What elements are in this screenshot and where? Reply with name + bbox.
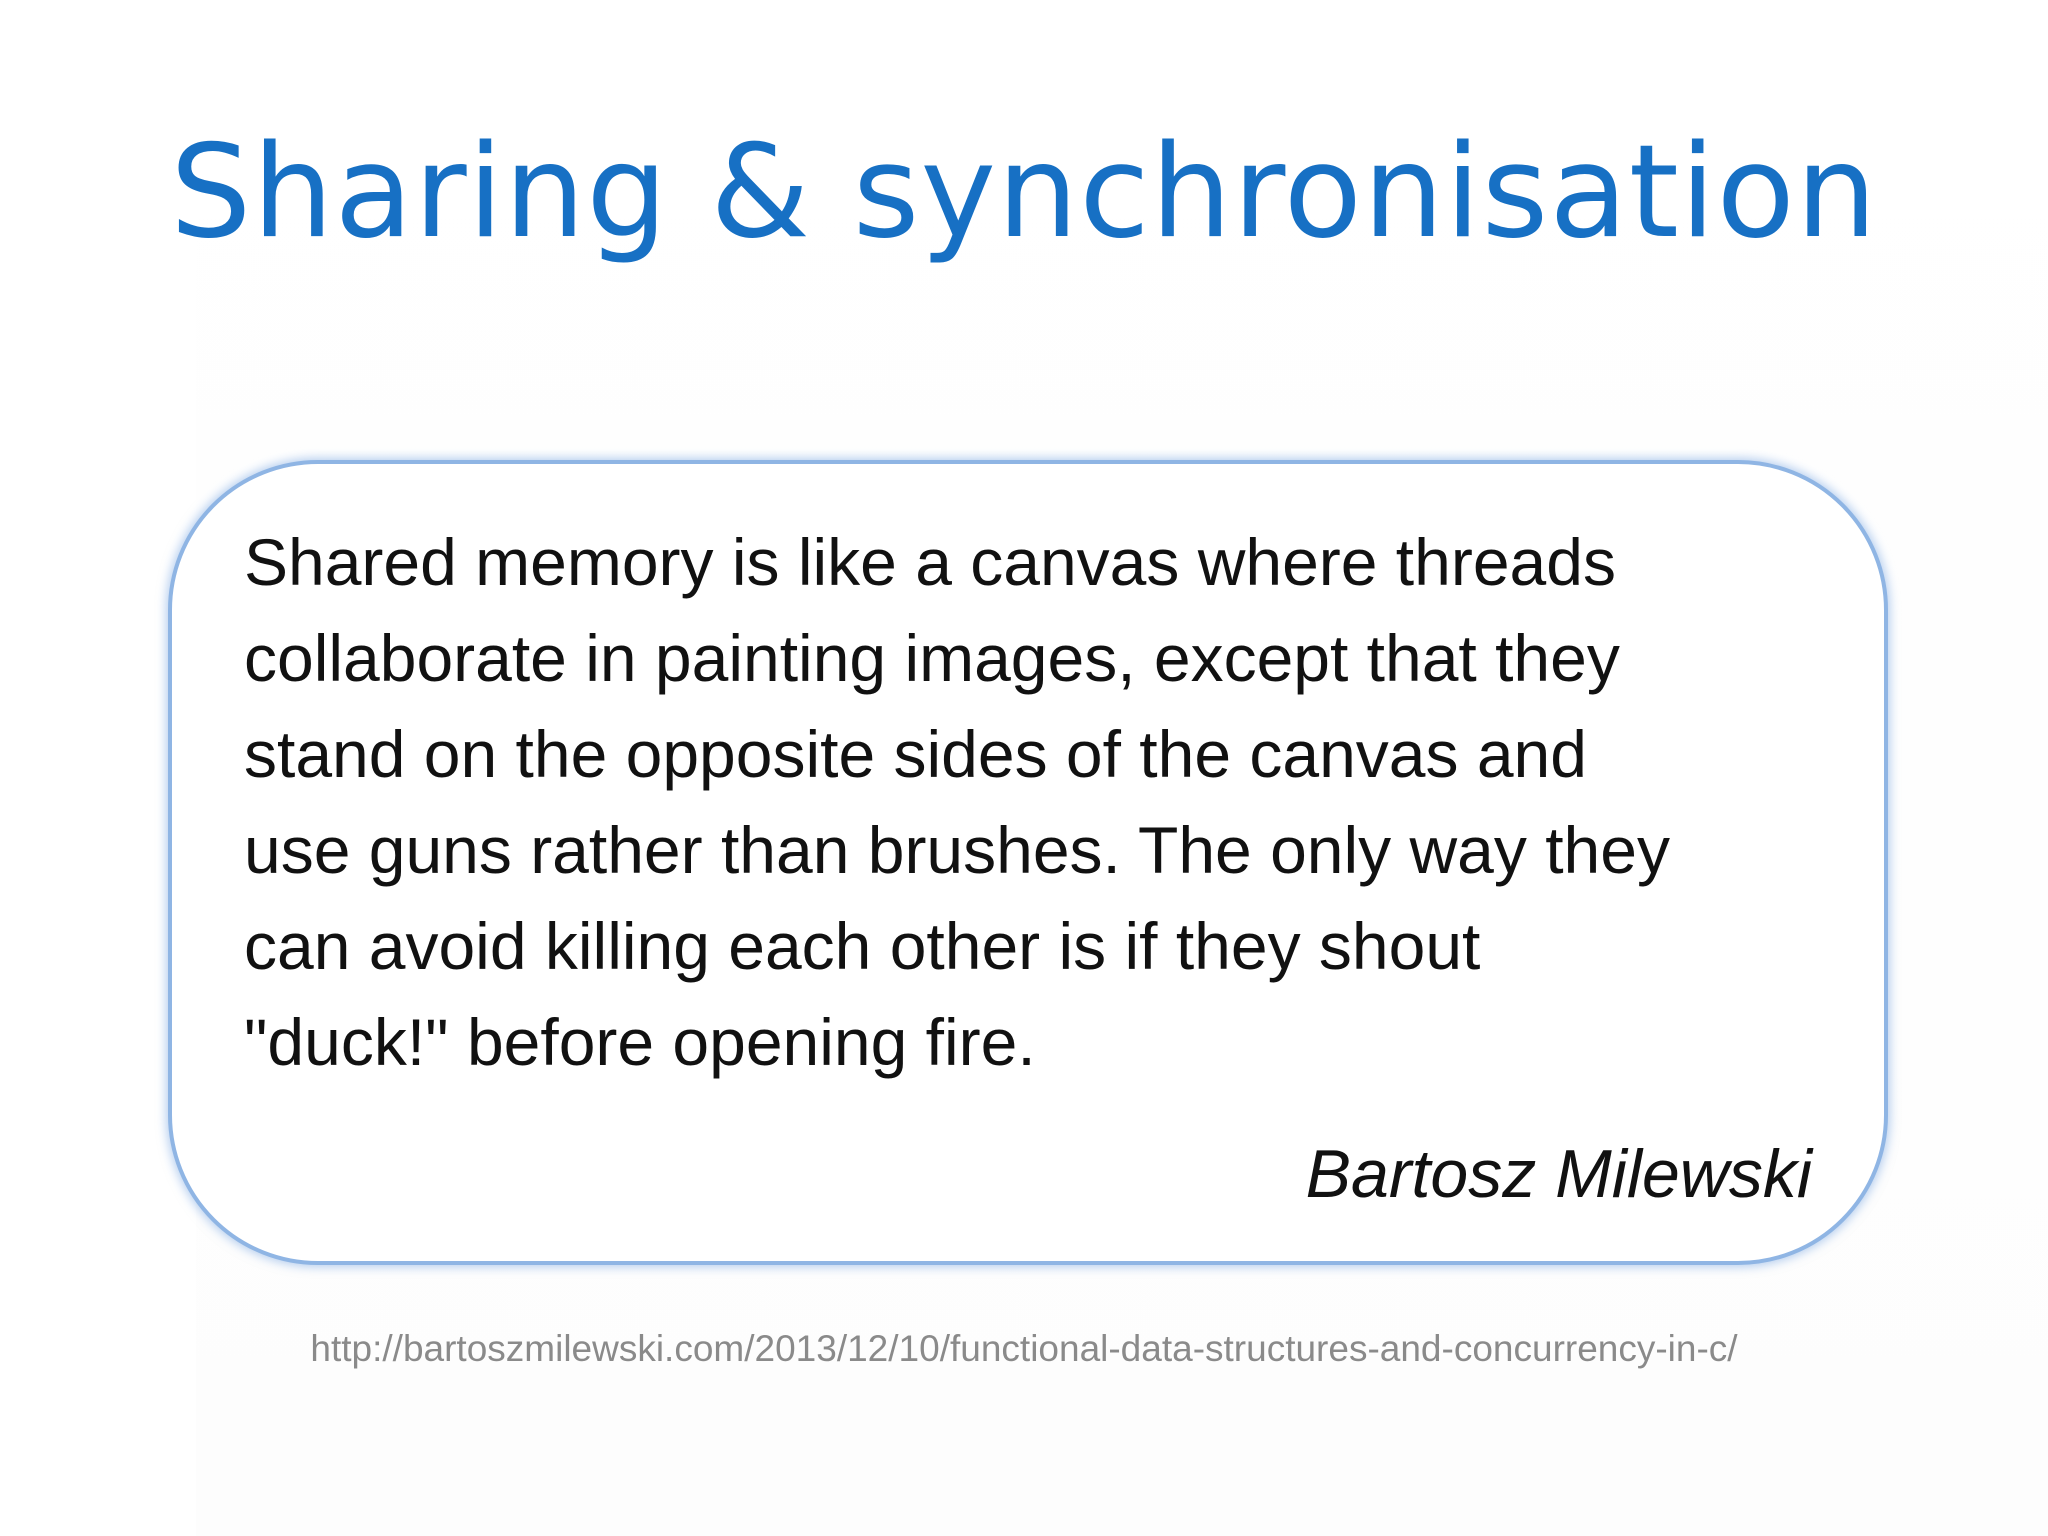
quote-line: collaborate in painting images, except that they: [244, 621, 1620, 695]
source-link[interactable]: http://bartoszmilewski.com/2013/12/10/functional-data-structures-and-concurrency-in-c/: [310, 1328, 1738, 1369]
quote-author: Bartosz Milewski: [1305, 1136, 1812, 1212]
quote-line: Shared memory is like a canvas where threads: [244, 525, 1616, 599]
quote-line: stand on the opposite sides of the canvas and: [244, 717, 1587, 791]
quote-line: "duck!" before opening fire.: [244, 1005, 1036, 1079]
slide-title: Sharing & synchronisation: [170, 118, 1878, 267]
quote-line: use guns rather than brushes. The only way they: [244, 813, 1670, 887]
quote-box: [168, 460, 1888, 1265]
quote-line: can avoid killing each other is if they shout: [244, 909, 1481, 983]
quote-text: [244, 514, 1864, 1090]
